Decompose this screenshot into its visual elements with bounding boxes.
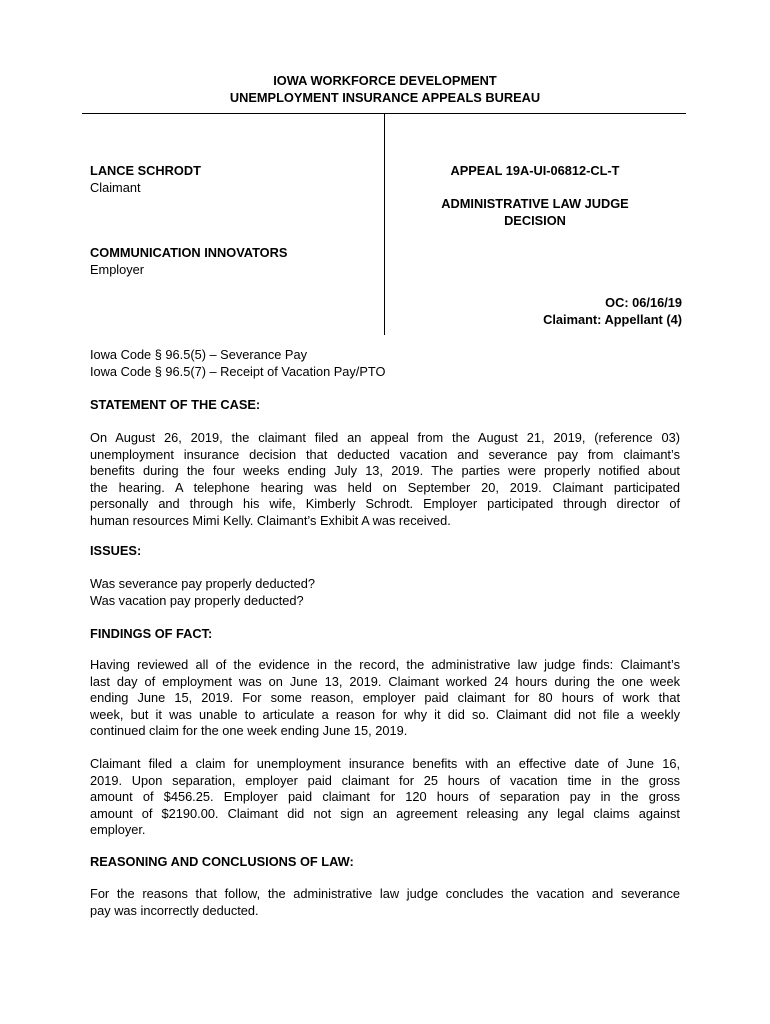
code-ref: Iowa Code § 96.5(5) – Severance Pay: [90, 347, 307, 362]
decision-title-line2: DECISION: [504, 213, 566, 228]
employer-role: Employer: [90, 262, 145, 277]
paragraph-line: For the reasons that follow, the administrative law judge concludes the vacation and severance: [90, 886, 680, 901]
findings-paragraph-2: [90, 756, 680, 839]
oc-date: OC: 06/16/19: [605, 295, 682, 310]
agency-name: IOWA WORKFORCE DEVELOPMENT: [273, 73, 497, 88]
findings-paragraph-1: [90, 657, 680, 740]
issue-item: Was severance pay properly deducted?: [90, 576, 316, 591]
paragraph-line: amount of $456.25. Employer paid claimant for 120 hours of separation pay in the gross: [90, 789, 680, 805]
decision-title-line1: ADMINISTRATIVE LAW JUDGE: [441, 196, 629, 211]
paragraph-line: personally and through his wife, Kimberly Schrodt. Employer participated through director of: [90, 496, 680, 512]
paragraph-line: amount of $2190.00. Claimant did not sign an agreement releasing any legal claims against: [90, 805, 680, 821]
reasoning-paragraph: [90, 886, 680, 919]
bureau-name: UNEMPLOYMENT INSURANCE APPEALS BUREAU: [229, 90, 541, 105]
statement-heading: STATEMENT OF THE CASE:: [90, 397, 261, 412]
paragraph-line: benefits during the four weeks ending July 13, 2019. The parties were properly notified about: [90, 463, 680, 479]
paragraph-line: ending June 15, 2019. For some reason, employer paid claimant for 80 hours of work that: [90, 690, 680, 706]
findings-heading: FINDINGS OF FACT:: [90, 626, 213, 641]
paragraph-line: pay was incorrectly deducted.: [90, 902, 259, 918]
statement-paragraph: [90, 430, 680, 530]
claimant-status: Claimant: Appellant (4): [543, 312, 682, 327]
employer-name: COMMUNICATION INNOVATORS: [90, 245, 288, 260]
issue-item: Was vacation pay properly deducted?: [90, 593, 304, 608]
paragraph-line: the hearing. A telephone hearing was held on September 20, 2019. Claimant participated: [90, 479, 680, 495]
paragraph-line: unemployment insurance decision that deducted vacation and severance pay from claimant’s: [90, 446, 680, 462]
code-ref: Iowa Code § 96.5(7) – Receipt of Vacation Pay/PTO: [90, 364, 386, 379]
issues-heading: ISSUES:: [90, 543, 142, 558]
paragraph-line: employer.: [90, 822, 146, 838]
paragraph-line: continued claim for the one week ending June 15, 2019.: [90, 723, 408, 739]
paragraph-line: human resources Mimi Kelly. Claimant’s Exhibit A was received.: [90, 512, 451, 528]
paragraph-line: 2019. Upon separation, employer paid claimant for 25 hours of vacation time in the gross: [90, 772, 680, 788]
paragraph-line: last day of employment was on June 13, 2019. Claimant worked 24 hours during the one week: [90, 673, 680, 689]
paragraph-line: Claimant filed a claim for unemployment insurance benefits with an effective date of June 16,: [90, 756, 680, 771]
paragraph-line: week, but it was unable to articulate a reason for why it did so. Claimant did not file a weekly: [90, 706, 680, 722]
paragraph-line: On August 26, 2019, the claimant filed an appeal from the August 21, 2019, (reference 03): [90, 430, 680, 445]
claimant-name: LANCE SCHRODT: [90, 163, 201, 178]
appeal-number: APPEAL 19A-UI-06812-CL-T: [450, 163, 620, 178]
reasoning-heading: REASONING AND CONCLUSIONS OF LAW:: [90, 854, 354, 869]
claimant-role: Claimant: [90, 180, 141, 195]
paragraph-line: Having reviewed all of the evidence in the record, the administrative law judge finds: Claimant’s: [90, 657, 680, 672]
